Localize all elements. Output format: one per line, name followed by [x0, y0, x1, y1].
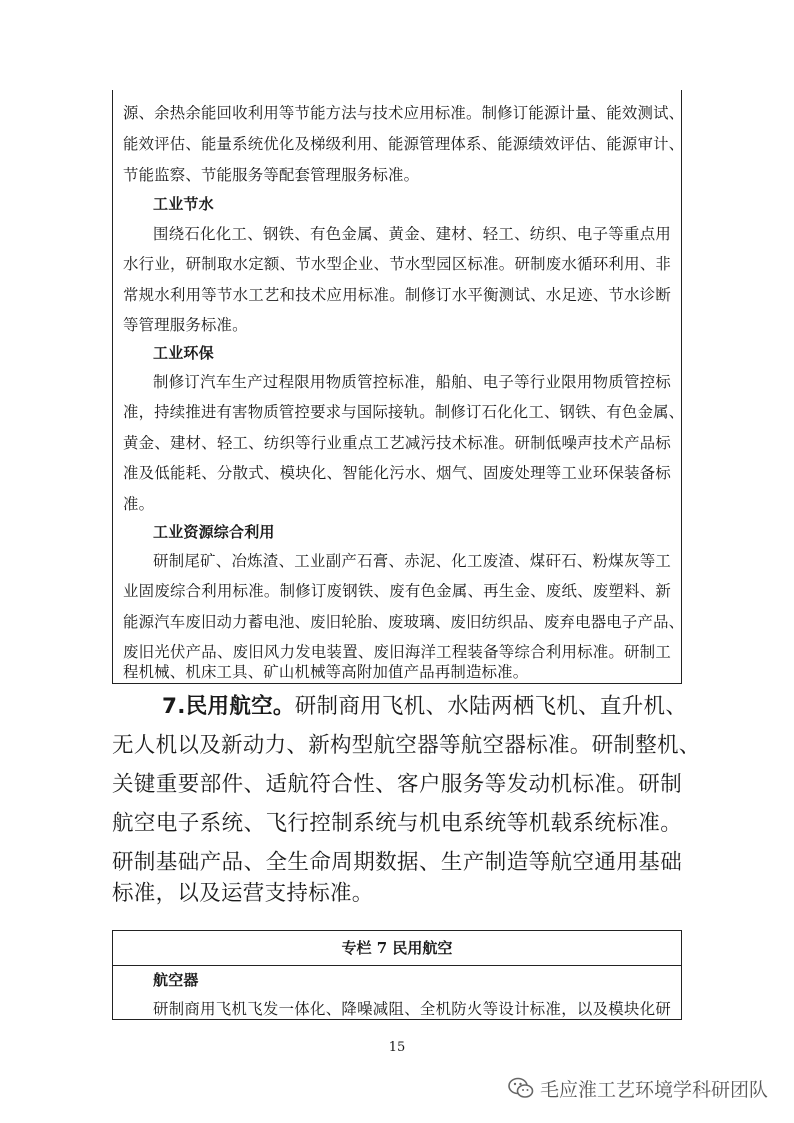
- text-line: 源、余热余能回收利用等节能方法与技术应用标准。制修订能源计量、能效测试、: [123, 104, 685, 122]
- text-line: 常规水利用等节水工艺和技术应用标准。制修订水平衡测试、水足迹、节水诊断: [123, 286, 671, 304]
- watermark-text: 毛应淮工艺环境学科研团队: [540, 1078, 769, 1101]
- body-line: 航空电子系统、飞行控制系统与机电系统等机载系统标准。: [112, 811, 682, 836]
- text-line: 废旧光伏产品、废旧风力发电装置、废旧海洋工程装备等综合利用标准。研制工: [123, 643, 671, 661]
- section-heading-aircraft: 航空器: [153, 971, 199, 989]
- text-line: 能源汽车废旧动力蓄电池、废旧轮胎、废玻璃、废旧纺织品、废弃电器电子产品、: [123, 613, 685, 631]
- column-box-continued: [112, 90, 685, 684]
- text-line: 等管理服务标准。: [123, 316, 248, 334]
- section-heading-resources: 工业资源综合利用: [153, 523, 275, 541]
- text-line: 节能监察、节能服务等配套管理服务标准。: [123, 166, 420, 184]
- watermark: [508, 1075, 768, 1101]
- text-line: 准，持续推进有害物质管控要求与国际接轨。制修订石化化工、钢铁、有色金属、: [123, 403, 685, 421]
- text-line: 水行业，研制取水定额、节水型企业、节水型园区标准。研制废水循环利用、非: [123, 255, 671, 273]
- wechat-icon: [508, 1077, 534, 1099]
- text-line: 研制商用飞机飞发一体化、降噪减阻、全机防火等设计标准，以及模块化研: [153, 1000, 671, 1018]
- body-line: 7.民用航空。研制商用飞机、水陆两栖飞机、直升机、: [162, 694, 688, 719]
- text-line: 制修订汽车生产过程限用物质管控标准，船舶、电子等行业限用物质管控标: [153, 373, 671, 391]
- text-line: 业固废综合利用标准。制修订废钢铁、废有色金属、再生金、废纸、废塑料、新: [123, 582, 671, 600]
- text-line: 准。: [123, 495, 155, 513]
- body-line: 研制基础产品、全生命周期数据、生产制造等航空通用基础: [112, 850, 682, 875]
- body-line: 标准，以及运营支持标准。: [112, 881, 374, 906]
- section-heading-civil-aviation: 7.民用航空。: [162, 694, 295, 719]
- body-line: 无人机以及新动力、新构型航空器等航空器标准。研制整机、: [112, 733, 701, 758]
- body-line: 关键重要部件、适航符合性、客户服务等发动机标准。研制: [112, 772, 682, 797]
- page-number: 15: [388, 1040, 406, 1055]
- text-line: 程机械、机床工具、矿山机械等高附加值产品再制造标准。: [123, 663, 529, 681]
- text-line: 研制尾矿、冶炼渣、工业副产石膏、赤泥、化工废渣、煤矸石、粉煤灰等工: [153, 552, 671, 570]
- column-box-civil-aviation: [112, 930, 682, 1020]
- text-line: 黄金、建材、轻工、纺织等行业重点工艺减污技术标准。研制低噪声技术产品标: [123, 434, 671, 452]
- text-line: 围绕石化化工、钢铁、有色金属、黄金、建材、轻工、纺织、电子等重点用: [153, 225, 671, 243]
- box-title: 专栏 7 民用航空: [113, 931, 681, 966]
- section-heading-environment: 工业环保: [153, 344, 214, 362]
- text-line: 能效评估、能量系统优化及梯级利用、能源管理体系、能源绩效评估、能源审计、: [123, 135, 685, 153]
- section-heading-water: 工业节水: [153, 195, 214, 213]
- text-line: 准及低能耗、分散式、模块化、智能化污水、烟气、固废处理等工业环保装备标: [123, 464, 671, 482]
